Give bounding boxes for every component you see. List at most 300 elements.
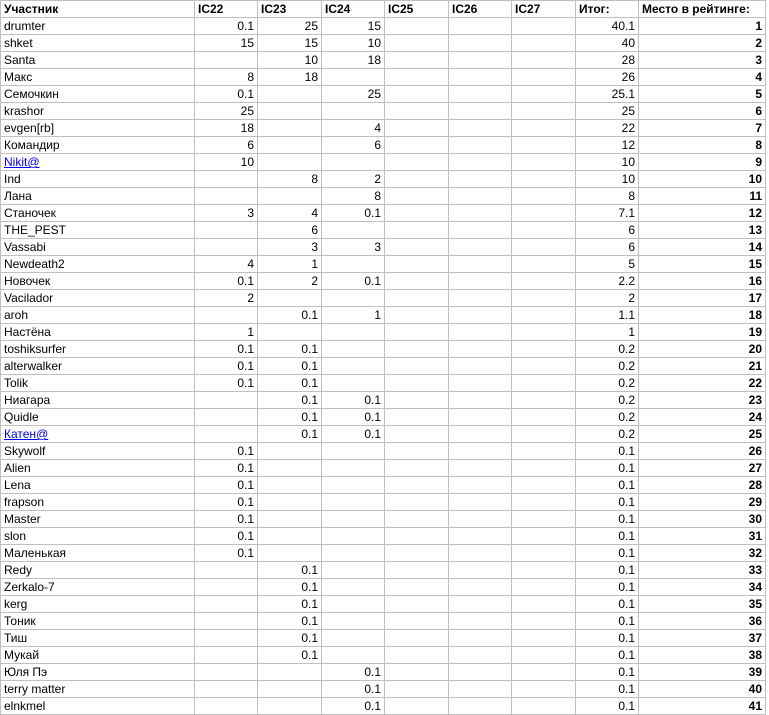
score-cell-ic27 xyxy=(512,358,576,375)
total-cell: 5 xyxy=(576,256,639,273)
table-row xyxy=(1,35,766,52)
score-cell-ic27 xyxy=(512,137,576,154)
score-cell-ic24 xyxy=(322,375,385,392)
score-cell-ic27 xyxy=(512,579,576,596)
score-cell-ic23 xyxy=(258,664,322,681)
table-row xyxy=(1,69,766,86)
score-cell-ic22: 0.1 xyxy=(195,477,258,494)
score-cell-ic27 xyxy=(512,681,576,698)
rank-cell: 24 xyxy=(639,409,766,426)
score-cell-ic26 xyxy=(449,86,512,103)
score-cell-ic25 xyxy=(385,511,449,528)
participant-cell xyxy=(1,341,195,358)
score-cell-ic22 xyxy=(195,307,258,324)
participant-name: Vassabi xyxy=(4,240,46,254)
header-ic27: IC27 xyxy=(512,1,576,18)
score-cell-ic25 xyxy=(385,698,449,715)
header-ic25: IC25 xyxy=(385,1,449,18)
total-cell: 28 xyxy=(576,52,639,69)
score-cell-ic22: 0.1 xyxy=(195,375,258,392)
score-cell-ic27 xyxy=(512,698,576,715)
participant-name: Станочек xyxy=(4,206,56,220)
score-cell-ic23: 0.1 xyxy=(258,426,322,443)
table-row xyxy=(1,205,766,222)
participant-name: Юля Пэ xyxy=(4,665,48,679)
score-cell-ic24: 0.1 xyxy=(322,273,385,290)
table-row xyxy=(1,171,766,188)
score-cell-ic25 xyxy=(385,171,449,188)
rank-cell: 29 xyxy=(639,494,766,511)
total-cell: 0.2 xyxy=(576,341,639,358)
participant-cell xyxy=(1,562,195,579)
rank-cell: 20 xyxy=(639,341,766,358)
score-cell-ic27 xyxy=(512,647,576,664)
table-row xyxy=(1,52,766,69)
score-cell-ic23: 10 xyxy=(258,52,322,69)
score-cell-ic26 xyxy=(449,562,512,579)
table-row xyxy=(1,613,766,630)
score-cell-ic24 xyxy=(322,103,385,120)
participant-cell xyxy=(1,137,195,154)
score-cell-ic26 xyxy=(449,307,512,324)
score-cell-ic23 xyxy=(258,698,322,715)
score-cell-ic22: 18 xyxy=(195,120,258,137)
score-cell-ic27 xyxy=(512,307,576,324)
participant-cell xyxy=(1,256,195,273)
score-cell-ic22: 0.1 xyxy=(195,443,258,460)
score-cell-ic25 xyxy=(385,307,449,324)
table-row xyxy=(1,460,766,477)
participant-name: krashor xyxy=(4,104,45,118)
total-cell: 0.1 xyxy=(576,528,639,545)
score-cell-ic26 xyxy=(449,137,512,154)
total-cell: 0.2 xyxy=(576,375,639,392)
table-row xyxy=(1,562,766,579)
table-row xyxy=(1,426,766,443)
score-cell-ic22 xyxy=(195,171,258,188)
score-cell-ic27 xyxy=(512,103,576,120)
score-cell-ic27 xyxy=(512,613,576,630)
participant-name: Макс xyxy=(4,70,33,84)
participant-name: Тоник xyxy=(4,614,36,628)
total-cell: 2 xyxy=(576,290,639,307)
score-cell-ic26 xyxy=(449,698,512,715)
score-cell-ic23: 0.1 xyxy=(258,409,322,426)
score-cell-ic23: 0.1 xyxy=(258,562,322,579)
participant-cell xyxy=(1,103,195,120)
score-cell-ic23: 0.1 xyxy=(258,307,322,324)
score-cell-ic23 xyxy=(258,103,322,120)
score-cell-ic24: 0.1 xyxy=(322,681,385,698)
participant-cell xyxy=(1,545,195,562)
score-cell-ic26 xyxy=(449,188,512,205)
score-cell-ic27 xyxy=(512,120,576,137)
participant-name: kerg xyxy=(4,597,28,611)
participant-name: Zerkalo-7 xyxy=(4,580,55,594)
score-cell-ic26 xyxy=(449,630,512,647)
score-cell-ic27 xyxy=(512,324,576,341)
score-cell-ic24 xyxy=(322,647,385,664)
table-row xyxy=(1,392,766,409)
score-cell-ic22 xyxy=(195,562,258,579)
table-row xyxy=(1,256,766,273)
total-cell: 0.1 xyxy=(576,443,639,460)
rank-cell: 10 xyxy=(639,171,766,188)
participant-cell xyxy=(1,205,195,222)
score-cell-ic26 xyxy=(449,52,512,69)
participant-cell xyxy=(1,35,195,52)
total-cell: 0.1 xyxy=(576,647,639,664)
rank-cell: 26 xyxy=(639,443,766,460)
table-row xyxy=(1,477,766,494)
score-cell-ic25 xyxy=(385,494,449,511)
rank-cell: 35 xyxy=(639,596,766,613)
score-cell-ic27 xyxy=(512,341,576,358)
participant-cell xyxy=(1,409,195,426)
table-row xyxy=(1,120,766,137)
score-cell-ic23: 0.1 xyxy=(258,630,322,647)
rank-cell: 3 xyxy=(639,52,766,69)
rank-cell: 5 xyxy=(639,86,766,103)
score-cell-ic27 xyxy=(512,171,576,188)
score-cell-ic26 xyxy=(449,273,512,290)
participant-name: alterwalker xyxy=(4,359,63,373)
score-cell-ic23 xyxy=(258,494,322,511)
score-cell-ic26 xyxy=(449,613,512,630)
participant-cell xyxy=(1,86,195,103)
table-row xyxy=(1,86,766,103)
score-cell-ic22: 1 xyxy=(195,324,258,341)
score-cell-ic27 xyxy=(512,205,576,222)
score-cell-ic26 xyxy=(449,256,512,273)
total-cell: 0.1 xyxy=(576,562,639,579)
score-cell-ic27 xyxy=(512,69,576,86)
participant-name: aroh xyxy=(4,308,29,322)
score-cell-ic27 xyxy=(512,409,576,426)
score-cell-ic22 xyxy=(195,222,258,239)
total-cell: 0.1 xyxy=(576,494,639,511)
table-row xyxy=(1,18,766,35)
participant-cell xyxy=(1,528,195,545)
score-cell-ic26 xyxy=(449,222,512,239)
total-cell: 6 xyxy=(576,239,639,256)
score-cell-ic24: 0.1 xyxy=(322,698,385,715)
total-cell: 0.1 xyxy=(576,698,639,715)
score-cell-ic24: 0.1 xyxy=(322,426,385,443)
score-cell-ic23: 1 xyxy=(258,256,322,273)
score-cell-ic22 xyxy=(195,188,258,205)
score-cell-ic26 xyxy=(449,171,512,188)
participant-name: Маленькая xyxy=(4,546,67,560)
score-cell-ic24 xyxy=(322,222,385,239)
score-cell-ic24 xyxy=(322,630,385,647)
score-cell-ic25 xyxy=(385,188,449,205)
score-cell-ic22 xyxy=(195,409,258,426)
score-cell-ic25 xyxy=(385,613,449,630)
score-cell-ic26 xyxy=(449,341,512,358)
score-cell-ic22 xyxy=(195,647,258,664)
table-row xyxy=(1,494,766,511)
score-cell-ic24: 4 xyxy=(322,120,385,137)
score-cell-ic27 xyxy=(512,477,576,494)
total-cell: 0.1 xyxy=(576,579,639,596)
table-row xyxy=(1,545,766,562)
rank-cell: 6 xyxy=(639,103,766,120)
participant-cell xyxy=(1,630,195,647)
header-row xyxy=(1,1,766,18)
table-row xyxy=(1,698,766,715)
score-cell-ic27 xyxy=(512,239,576,256)
participant-cell xyxy=(1,460,195,477)
table-row xyxy=(1,239,766,256)
score-cell-ic23 xyxy=(258,443,322,460)
score-cell-ic25 xyxy=(385,256,449,273)
score-cell-ic26 xyxy=(449,358,512,375)
participant-cell xyxy=(1,324,195,341)
participant-cell xyxy=(1,613,195,630)
score-cell-ic26 xyxy=(449,154,512,171)
score-cell-ic25 xyxy=(385,205,449,222)
score-cell-ic22 xyxy=(195,579,258,596)
score-cell-ic24: 18 xyxy=(322,52,385,69)
score-cell-ic25 xyxy=(385,545,449,562)
score-cell-ic27 xyxy=(512,392,576,409)
score-cell-ic27 xyxy=(512,222,576,239)
participant-name: Новочек xyxy=(4,274,51,288)
table-row xyxy=(1,630,766,647)
table-row xyxy=(1,103,766,120)
participant-name: Семочкин xyxy=(4,87,59,101)
score-cell-ic24: 0.1 xyxy=(322,392,385,409)
score-cell-ic26 xyxy=(449,426,512,443)
participant-name: Мукай xyxy=(4,648,40,662)
participant-name: elnkmel xyxy=(4,699,46,713)
participant-cell xyxy=(1,188,195,205)
score-cell-ic25 xyxy=(385,460,449,477)
score-cell-ic27 xyxy=(512,460,576,477)
score-cell-ic24 xyxy=(322,545,385,562)
table-row xyxy=(1,664,766,681)
participant-name: Ind xyxy=(4,172,21,186)
participant-cell xyxy=(1,511,195,528)
score-cell-ic26 xyxy=(449,239,512,256)
score-cell-ic23 xyxy=(258,188,322,205)
score-cell-ic26 xyxy=(449,477,512,494)
score-cell-ic26 xyxy=(449,103,512,120)
participant-cell xyxy=(1,392,195,409)
participant-cell xyxy=(1,52,195,69)
score-cell-ic26 xyxy=(449,494,512,511)
score-cell-ic23 xyxy=(258,120,322,137)
rank-cell: 14 xyxy=(639,239,766,256)
score-cell-ic23 xyxy=(258,681,322,698)
score-cell-ic22: 2 xyxy=(195,290,258,307)
score-cell-ic23: 0.1 xyxy=(258,647,322,664)
total-cell: 0.1 xyxy=(576,477,639,494)
score-cell-ic23 xyxy=(258,154,322,171)
score-cell-ic23: 0.1 xyxy=(258,613,322,630)
participant-name: Ниагара xyxy=(4,393,51,407)
total-cell: 0.1 xyxy=(576,613,639,630)
participant-cell xyxy=(1,307,195,324)
score-cell-ic25 xyxy=(385,222,449,239)
score-cell-ic25 xyxy=(385,392,449,409)
score-cell-ic22 xyxy=(195,52,258,69)
rank-cell: 7 xyxy=(639,120,766,137)
participant-cell xyxy=(1,273,195,290)
header-ic26: IC26 xyxy=(449,1,512,18)
rank-cell: 28 xyxy=(639,477,766,494)
score-cell-ic24 xyxy=(322,324,385,341)
score-cell-ic27 xyxy=(512,511,576,528)
score-cell-ic23: 0.1 xyxy=(258,392,322,409)
total-cell: 1 xyxy=(576,324,639,341)
participant-cell xyxy=(1,222,195,239)
score-cell-ic27 xyxy=(512,35,576,52)
score-cell-ic23 xyxy=(258,545,322,562)
score-cell-ic22: 0.1 xyxy=(195,545,258,562)
participant-name: toshiksurfer xyxy=(4,342,67,356)
score-cell-ic25 xyxy=(385,324,449,341)
rank-cell: 32 xyxy=(639,545,766,562)
score-cell-ic24: 15 xyxy=(322,18,385,35)
total-cell: 25.1 xyxy=(576,86,639,103)
table-row xyxy=(1,290,766,307)
score-cell-ic26 xyxy=(449,443,512,460)
score-cell-ic24: 6 xyxy=(322,137,385,154)
total-cell: 26 xyxy=(576,69,639,86)
score-cell-ic25 xyxy=(385,52,449,69)
total-cell: 0.2 xyxy=(576,409,639,426)
score-cell-ic23 xyxy=(258,528,322,545)
participant-cell xyxy=(1,18,195,35)
score-cell-ic22: 0.1 xyxy=(195,511,258,528)
header-ic23: IC23 xyxy=(258,1,322,18)
total-cell: 22 xyxy=(576,120,639,137)
participant-name: terry matter xyxy=(4,682,66,696)
total-cell: 0.1 xyxy=(576,630,639,647)
participant-name: evgen[rb] xyxy=(4,121,55,135)
rank-cell: 4 xyxy=(639,69,766,86)
rank-cell: 39 xyxy=(639,664,766,681)
rank-cell: 21 xyxy=(639,358,766,375)
header-total: Итог: xyxy=(576,1,639,18)
rank-cell: 9 xyxy=(639,154,766,171)
score-cell-ic24 xyxy=(322,69,385,86)
participant-cell xyxy=(1,375,195,392)
participant-link[interactable]: Катен@ xyxy=(4,427,49,441)
score-cell-ic25 xyxy=(385,154,449,171)
participant-link[interactable]: Nikit@ xyxy=(4,155,40,169)
participant-cell xyxy=(1,681,195,698)
score-cell-ic26 xyxy=(449,528,512,545)
rank-cell: 30 xyxy=(639,511,766,528)
rank-cell: 38 xyxy=(639,647,766,664)
table-row xyxy=(1,579,766,596)
participant-name: slon xyxy=(4,529,27,543)
participant-cell xyxy=(1,426,195,443)
score-cell-ic24: 1 xyxy=(322,307,385,324)
table-row xyxy=(1,307,766,324)
score-cell-ic22: 0.1 xyxy=(195,494,258,511)
participant-name: Vacilador xyxy=(4,291,54,305)
score-cell-ic27 xyxy=(512,273,576,290)
score-cell-ic22 xyxy=(195,613,258,630)
total-cell: 0.1 xyxy=(576,596,639,613)
score-cell-ic24: 25 xyxy=(322,86,385,103)
score-cell-ic25 xyxy=(385,630,449,647)
score-cell-ic25 xyxy=(385,69,449,86)
participant-name: Redy xyxy=(4,563,33,577)
score-cell-ic22 xyxy=(195,664,258,681)
total-cell: 0.1 xyxy=(576,681,639,698)
rank-cell: 31 xyxy=(639,528,766,545)
score-cell-ic25 xyxy=(385,409,449,426)
score-cell-ic25 xyxy=(385,647,449,664)
score-cell-ic22 xyxy=(195,426,258,443)
score-cell-ic22: 0.1 xyxy=(195,273,258,290)
score-cell-ic24 xyxy=(322,596,385,613)
score-cell-ic22: 6 xyxy=(195,137,258,154)
score-cell-ic22 xyxy=(195,681,258,698)
rank-cell: 23 xyxy=(639,392,766,409)
table-body xyxy=(1,18,766,715)
total-cell: 0.1 xyxy=(576,511,639,528)
score-cell-ic25 xyxy=(385,86,449,103)
score-cell-ic22 xyxy=(195,596,258,613)
score-cell-ic27 xyxy=(512,188,576,205)
total-cell: 0.2 xyxy=(576,426,639,443)
score-cell-ic22 xyxy=(195,630,258,647)
score-cell-ic25 xyxy=(385,137,449,154)
score-cell-ic25 xyxy=(385,239,449,256)
total-cell: 1.1 xyxy=(576,307,639,324)
participant-cell xyxy=(1,154,195,171)
total-cell: 0.2 xyxy=(576,392,639,409)
table-row xyxy=(1,681,766,698)
total-cell: 0.2 xyxy=(576,358,639,375)
participant-name: Alien xyxy=(4,461,31,475)
score-cell-ic24 xyxy=(322,494,385,511)
participant-cell xyxy=(1,579,195,596)
participant-name: Лана xyxy=(4,189,32,203)
score-cell-ic25 xyxy=(385,664,449,681)
participant-name: Santa xyxy=(4,53,36,67)
total-cell: 6 xyxy=(576,222,639,239)
rank-cell: 12 xyxy=(639,205,766,222)
score-cell-ic27 xyxy=(512,545,576,562)
rank-cell: 2 xyxy=(639,35,766,52)
total-cell: 25 xyxy=(576,103,639,120)
score-cell-ic25 xyxy=(385,681,449,698)
table-row xyxy=(1,341,766,358)
total-cell: 40 xyxy=(576,35,639,52)
rank-cell: 17 xyxy=(639,290,766,307)
table-row xyxy=(1,324,766,341)
table-row xyxy=(1,511,766,528)
score-cell-ic27 xyxy=(512,52,576,69)
total-cell: 0.1 xyxy=(576,545,639,562)
rank-cell: 8 xyxy=(639,137,766,154)
score-cell-ic26 xyxy=(449,35,512,52)
score-cell-ic26 xyxy=(449,375,512,392)
score-cell-ic25 xyxy=(385,35,449,52)
participant-name: Тиш xyxy=(4,631,28,645)
rank-cell: 22 xyxy=(639,375,766,392)
score-cell-ic22: 0.1 xyxy=(195,18,258,35)
score-cell-ic26 xyxy=(449,392,512,409)
score-cell-ic26 xyxy=(449,545,512,562)
